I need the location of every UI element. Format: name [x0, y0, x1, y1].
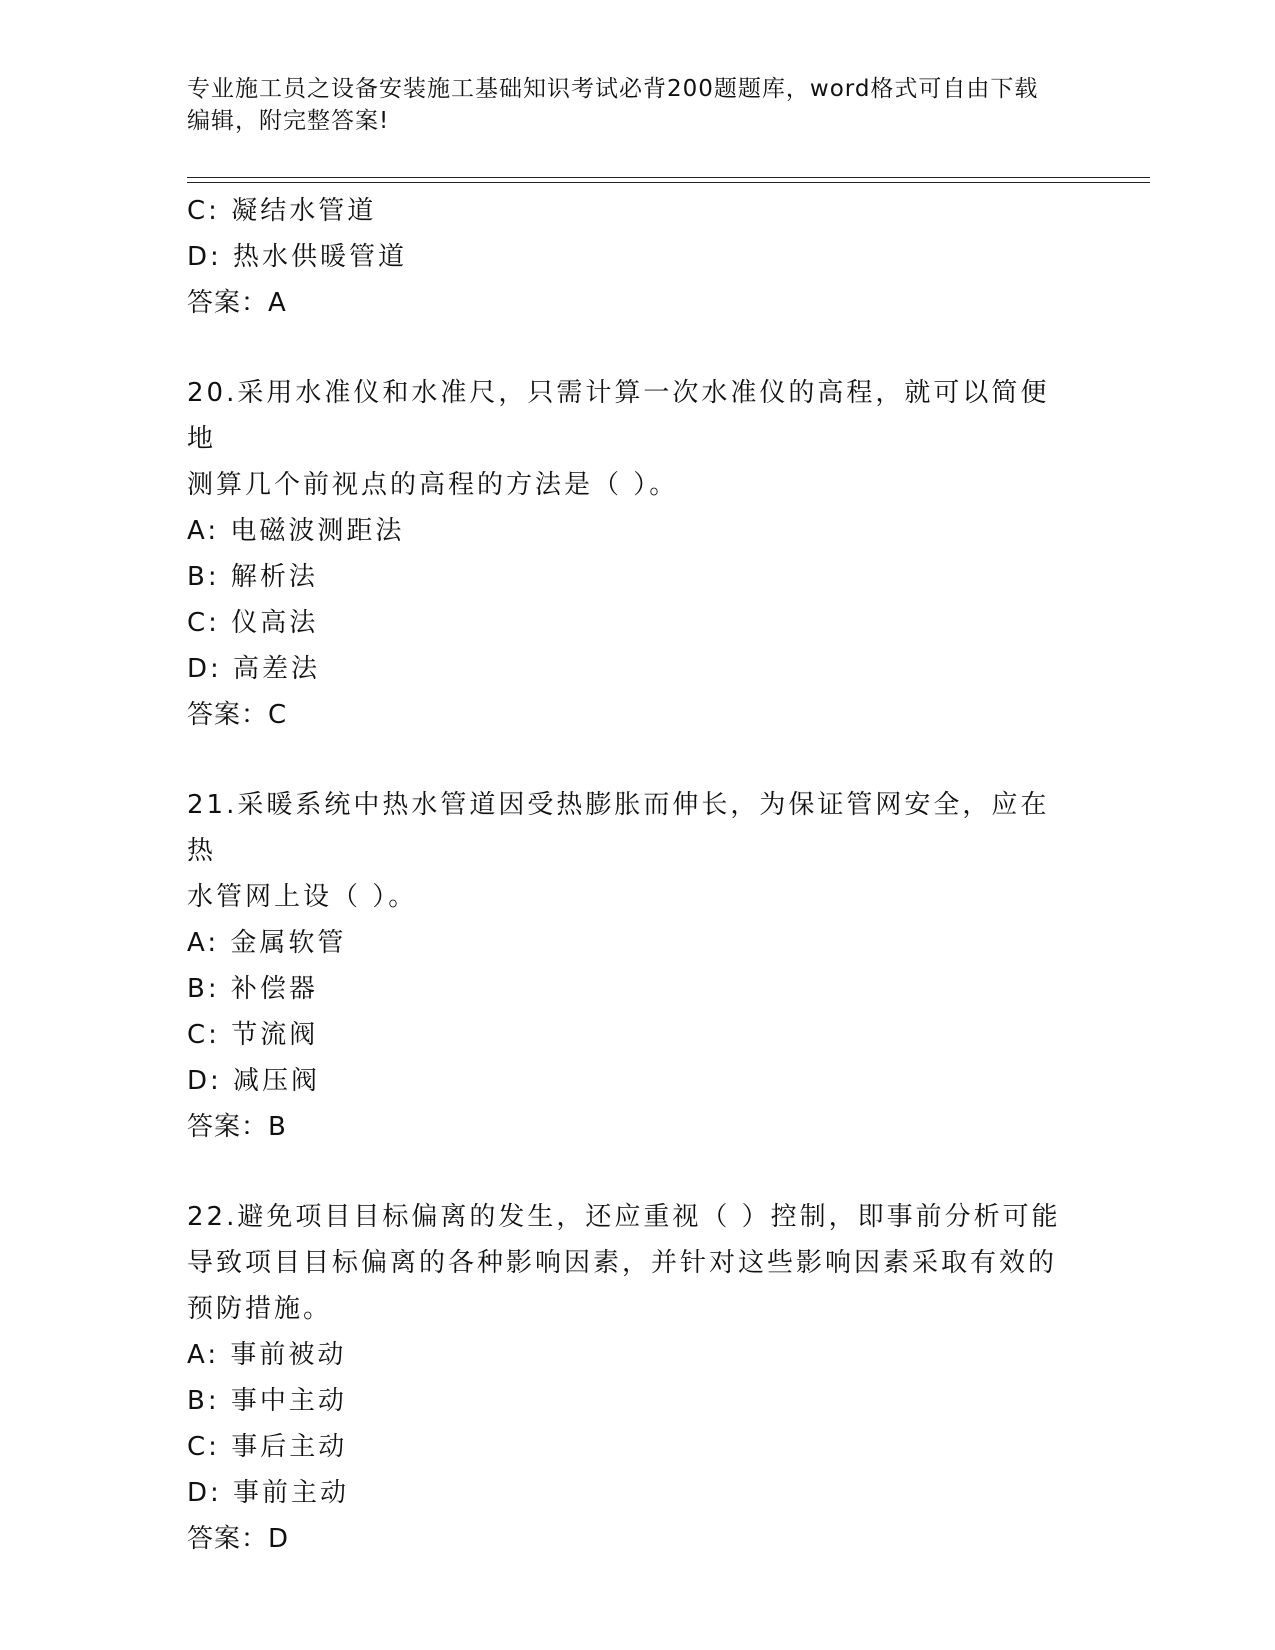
answer-line: 答案：A	[187, 288, 287, 318]
question-21	[187, 782, 1087, 1150]
question-22	[187, 1194, 1087, 1562]
option-c: C: 凝结水管道	[187, 196, 377, 226]
option-b: B: 补偿器	[187, 974, 318, 1004]
option-b: B: 事中主动	[187, 1386, 347, 1416]
option-d: D: 热水供暖管道	[187, 242, 408, 272]
question-stem: 21.采暖系统中热水管道因受热膨胀而伸长，为保证管网安全，应在热 水管网上设（ ）。	[187, 790, 1050, 912]
question-20	[187, 370, 1087, 738]
answer-line: 答案：D	[187, 1524, 290, 1554]
header-divider-bottom	[187, 182, 1150, 183]
option-a: A: 事前被动	[187, 1340, 347, 1370]
question-stem: 20.采用水准仪和水准尺，只需计算一次水准仪的高程，就可以简便地 测算几个前视点的高程的方法是（ ）。	[187, 378, 1050, 500]
option-a: A: 金属软管	[187, 928, 347, 958]
option-a: A: 电磁波测距法	[187, 516, 405, 546]
option-c: C: 仪高法	[187, 608, 319, 638]
header-line-1: 专业施工员之设备安装施工基础知识考试必背200题题库，word格式可自由下载	[187, 76, 1039, 102]
option-d: D: 减压阀	[187, 1066, 321, 1096]
document-header	[187, 73, 1067, 137]
option-d: D: 事前主动	[187, 1478, 350, 1508]
answer-line: 答案：C	[187, 700, 288, 730]
header-line-2: 编辑，附完整答案!	[187, 108, 390, 134]
question-stem: 22.避免项目目标偏离的发生，还应重视（ ）控制，即事前分析可能 导致项目目标偏离的各种影响因素，并针对这些影响因素采取有效的 预防措施。	[187, 1202, 1061, 1324]
carryover-block	[187, 188, 1087, 326]
option-b: B: 解析法	[187, 562, 318, 592]
option-d: D: 高差法	[187, 654, 321, 684]
option-c: C: 节流阀	[187, 1020, 319, 1050]
option-c: C: 事后主动	[187, 1432, 348, 1462]
header-divider-top	[187, 177, 1150, 178]
answer-line: 答案：B	[187, 1112, 287, 1142]
question-list	[187, 188, 1087, 1562]
